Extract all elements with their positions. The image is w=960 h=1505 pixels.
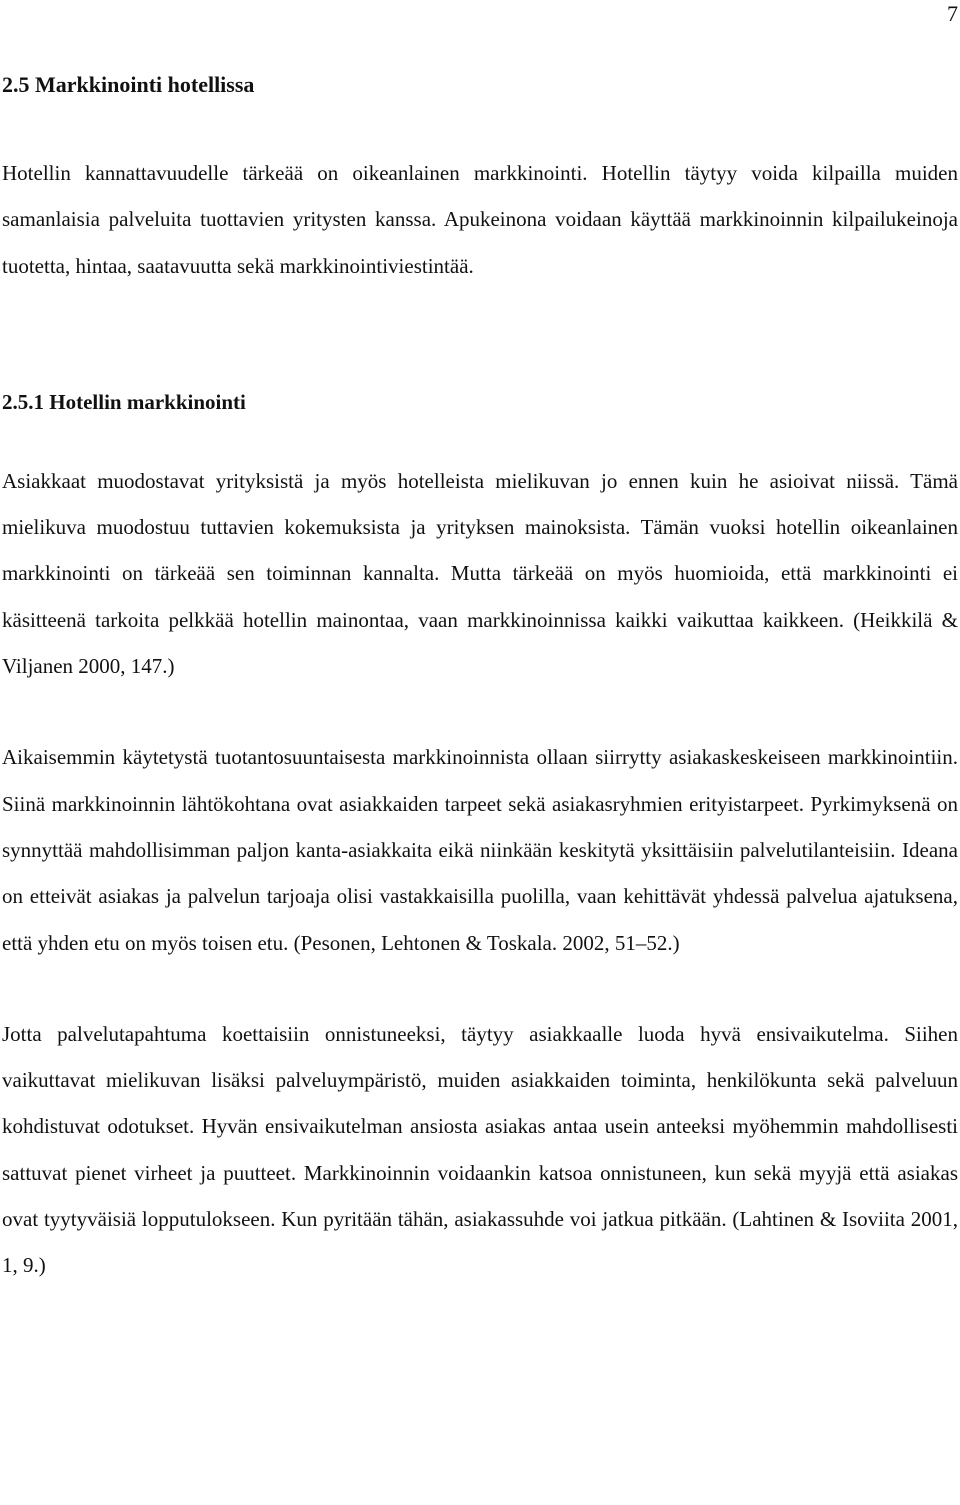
section-heading: 2.5 Markkinointi hotellissa bbox=[2, 72, 255, 97]
subsection-paragraph-3: Jotta palvelutapahtuma koettaisiin onnistuneeksi, täytyy asiakkaalle luoda hyvä ensivaikutelma. Siihen vaikuttavat mielikuvan lisäksi palveluympäristö, muiden asiakkaiden toiminta, henkilökunta sekä palveluun kohdistuvat odotukset. Hyvän ensivaikutelman ansiosta asiakas antaa usein anteeksi myöhemmin mahdollisesti sattuvat pienet virheet ja puutteet. Markkinoinnin voidaankin katsoa onnistuneen, kun sekä myyjä että asiakas ovat tyytyväisiä lopputulokseen. Kun pyritään tähän, asiakassuhde voi jatkua pitkään. (Lahtinen & Isoviita 2001, 1, 9.) bbox=[2, 1021, 958, 1278]
document-body bbox=[2, 62, 958, 1289]
subsection-paragraph-2: Aikaisemmin käytetystä tuotantosuuntaisesta markkinoinnista ollaan siirrytty asiakaskeskeiseen markkinointiin. Siinä markkinoinnin lähtökohtana ovat asiakkaiden tarpeet sekä asiakasryhmien erityistarpeet. Pyrkimyksenä on synnyttää mahdollisimman paljon kanta-asiakkaita eikä niinkään keskitytä yksittäisiin palvelutilanteisiin. Ideana on etteivät asiakas ja palvelun tarjoaja olisi vastakkaisilla puolilla, vaan kehittävät yhdessä palvelua ajatuksena, että yhden etu on myös toisen etu. (Pesonen, Lehtonen & Toskala. 2002, 51–52.) bbox=[2, 745, 958, 955]
page-number: 7 bbox=[947, 1, 958, 26]
subsection-heading: 2.5.1 Hotellin markkinointi bbox=[2, 389, 246, 414]
subsection-paragraph-1: Asiakkaat muodostavat yrityksistä ja myös hotelleista mielikuvan jo ennen kuin he asioivat niissä. Tämä mielikuva muodostuu tuttavien kokemuksista ja yrityksen mainoksista. Tämän vuoksi hotellin oikeanlainen markkinointi on tärkeää sen toiminnan kannalta. Mutta tärkeää on myös huomioida, että markkinointi ei käsitteenä tarkoita pelkkää hotellin mainontaa, vaan markkinoinnissa kaikki vaikuttaa kaikkeen. (Heikkilä & Viljanen 2000, 147.) bbox=[2, 468, 958, 679]
section-paragraph-1: Hotellin kannattavuudelle tärkeää on oikeanlainen markkinointi. Hotellin täytyy voida kilpailla muiden samanlaisia palveluita tuottavien yritysten kanssa. Apukeinona voidaan käyttää markkinoinnin kilpailukeinoja tuotetta, hintaa, saatavuutta sekä markkinointiviestintää. bbox=[2, 161, 958, 278]
